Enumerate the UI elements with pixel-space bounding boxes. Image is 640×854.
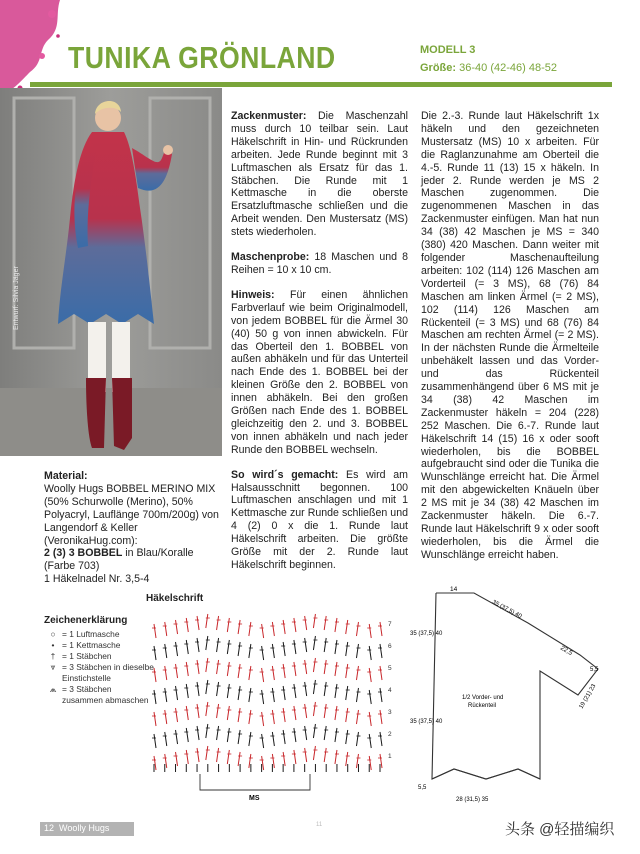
chart-stitch [335,640,337,654]
chart-stitch [356,666,358,680]
chart-stitch [176,664,178,678]
chart-stitch [249,622,251,636]
chart-stitch [249,644,251,658]
zackenmuster-label: Zackenmuster: [231,110,307,122]
chart-stitch [154,668,156,682]
legend-symbol: † [50,651,56,661]
dim-shoulder: 35 (37,5) 40 [491,599,523,620]
chart-stitch [186,618,188,632]
chart-stitch [272,622,274,636]
dim-armhole: 35 (37,5) 40 [410,631,443,637]
chart-stitch [262,624,264,638]
schematic-outline [432,593,598,779]
chart-stitch [206,658,208,672]
chart-stitch [238,708,240,722]
chart-stitch [313,614,315,628]
chart-row-number: 7 [388,621,392,628]
material-block [44,470,222,586]
chart-stitch [369,624,371,638]
chart-stitch [272,644,274,658]
chart-stitch [262,734,264,748]
chart-stitch [346,708,348,722]
chart-stitch [380,666,382,680]
chart-stitch [176,642,178,656]
chart-stitch [197,748,199,762]
chart-stitch [227,728,229,742]
garment-schematic [410,583,632,813]
chart-stitch [154,690,156,704]
chart-stitch [324,748,326,762]
chart-stitch [380,710,382,724]
material-amount-line [44,547,222,573]
dim-body-length: 35 (37,5) 40 [410,719,443,725]
chart-stitch [165,732,167,746]
chart-stitch [346,620,348,634]
legend-symbol: ○ [50,629,56,639]
chart-stitch [176,708,178,722]
chart-stitch [380,644,382,658]
chart-stitch [380,688,382,702]
chart-stitch [356,732,358,746]
chart-title: Häkelschrift [146,593,204,604]
chart-stitch [154,624,156,638]
chart-stitch [249,710,251,724]
chart-stitch [324,682,326,696]
maschenprobe-label: Maschenprobe: [231,251,310,264]
chart-stitch [283,752,285,766]
chart-stitch [197,682,199,696]
chart-stitch [227,618,229,632]
chart-stitch [283,730,285,744]
chart-stitch [283,708,285,722]
maschenprobe-paragraph [231,251,408,277]
schematic-zigzag-hem [432,769,540,779]
legend-symbol: • [51,640,55,650]
chart-stitch [324,616,326,630]
chart-stitch [217,682,219,696]
instructions-column-2 [421,110,599,574]
chart-stitch [324,660,326,674]
chart-stitch [176,752,178,766]
chart-stitch [186,706,188,720]
chart-stitch [262,712,264,726]
dim-hem: 5,5 [418,785,427,791]
symbol-legend [44,629,154,706]
chart-stitch [176,686,178,700]
chart-stitch [227,706,229,720]
chart-stitch [154,646,156,660]
chart-stitch [227,684,229,698]
legend-text: = 1 Luftmasche [62,629,120,639]
footer-brand: Woolly Hugs [59,823,110,833]
chart-stitch [176,730,178,744]
chart-row-number: 1 [388,753,392,760]
chart-stitch [346,642,348,656]
watermark: 头条 @轻描编织 [505,821,615,838]
chart-stitch [206,614,208,628]
chart-stitch [197,704,199,718]
dim-sleeve-cuff: 5,5 [590,667,599,673]
dim-sleeve-top: 22,5 [559,644,574,658]
chart-stitch [272,688,274,702]
dim-neck: 14 [450,586,458,593]
ms-label: MS [249,795,260,802]
model-number: MODELL 3 [420,44,476,56]
chart-stitch [249,732,251,746]
chart-stitch [313,724,315,738]
chart-stitch [346,664,348,678]
zackenmuster-text: Die Maschenzahl muss durch 10 teilbar sein. Laut Häkelschrift in Hin- und Rückrunden arbeiten. Jede Runde beginnt mit 3 Luftmaschen als Ersatz für das 1. Stäbchen. Die Runde mit 1 Kettmasche in die oberste Ersatzluftmasche schließen und die Arbeit wenden. Den Mustersatz (MS) stets wiederholen. [231,110,408,239]
chart-stitch [197,660,199,674]
chart-stitch [356,644,358,658]
chart-stitch [380,622,382,636]
legend-symbol: ⩔ [50,662,56,672]
zackenmuster-paragraph [231,110,408,239]
chart-stitch [238,686,240,700]
chart-stitch [206,636,208,650]
chart-stitch [283,686,285,700]
chart-stitch [238,730,240,744]
chart-stitch [217,660,219,674]
chart-stitch [238,642,240,656]
chart-stitch [272,710,274,724]
chart-stitch [165,644,167,658]
chart-stitch [335,728,337,742]
chart-stitch [206,724,208,738]
chart-stitch [186,684,188,698]
chart-stitch [305,748,307,762]
chart-stitch [262,690,264,704]
chart-stitch [249,688,251,702]
chart-stitch [227,662,229,676]
chart-stitch [294,640,296,654]
chart-stitch [186,750,188,764]
chart-stitch [238,664,240,678]
page-number: 12 [44,823,55,833]
chart-stitch [305,638,307,652]
chart-stitch [313,680,315,694]
legend-text: = 1 Stäbchen [62,651,112,661]
chart-stitch [197,726,199,740]
chart-stitch [305,704,307,718]
chart-row-number: 5 [388,665,392,672]
chart-stitch [186,640,188,654]
chart-stitch [346,686,348,700]
chart-stitch [206,702,208,716]
chart-stitch [305,616,307,630]
legend-item [44,640,154,651]
chart-stitch [217,638,219,652]
chart-stitch [154,734,156,748]
chart-stitch [262,668,264,682]
chart-stitch [356,688,358,702]
hinweis-paragraph [231,289,408,457]
chart-stitch [356,622,358,636]
legend-text: = 1 Kettmasche [62,640,121,650]
chart-stitch [369,734,371,748]
material-amount-rest: in Blau/Koralle (Farbe 703) [44,547,194,573]
chart-stitch [283,642,285,656]
legend-item [44,629,154,640]
instructions-column-1 [231,110,408,584]
chart-stitch [335,706,337,720]
chart-row-number: 6 [388,643,392,650]
chart-stitch [272,666,274,680]
chart-stitch [324,704,326,718]
chart-stitch [227,750,229,764]
crochet-chart [148,600,406,812]
dim-width: 28 (31,5) 35 [456,797,489,803]
model-illustration [0,88,222,456]
chart-stitch [369,668,371,682]
ms-bracket [200,774,310,790]
chart-stitch [217,616,219,630]
legend-item [44,651,154,662]
chart-row-number: 4 [388,687,392,694]
chart-stitch [227,640,229,654]
chart-stitch [369,690,371,704]
chart-stitch [283,620,285,634]
model-photo [0,88,222,456]
sowirds-text: Es wird am Halsausschnitt begonnen. 100 Luftmaschen anschlagen und mit 1 Kettmasche zur Runde schließen und 4 (2) 0 x die 1. Runde laut Häkelschrift arbeiten. Die größte Größe mit der 2. Runde laut Häkelschrift beginnen. [231,468,408,571]
chart-stitch [283,664,285,678]
material-yarn: Woolly Hugs BOBBEL MERINO MIX (50% Schurwolle (Merino), 50% Polyacryl, Lauflänge 700m/200g) von Langendorf & Keller (VeronikaHug.com): [44,482,219,547]
dim-sleeve-length: 19 (21) 23 [578,683,598,710]
size-value: 36-40 (42-46) 48-52 [459,62,557,74]
chart-stitch [294,728,296,742]
legend-text: = 3 Stäbchen zusammen abmaschen [62,684,149,705]
material-hook: 1 Häkelnadel Nr. 3,5-4 [44,573,150,586]
photo-credit: Entwurf: Silvia Jäger [13,266,20,330]
chart-row-number: 3 [388,709,392,716]
chart-stitch [217,748,219,762]
maschenprobe-text: 18 Maschen und 8 Reihen = 10 x 10 cm. [231,251,408,276]
chart-stitch [305,682,307,696]
hinweis-text: Für einen ähnlichen Farbverlauf wie beim Originalmodell, von jedem BOBBEL für die Ärmel 30 (40) 50 g von innen abwickeln. Für das Oberteil den 1. BOBBEL von außen abhäkeln und für das Unterteil nach Ende des 1. BOBBEL bei der kleinen Größe den 2. BOBBEL von innen abhäkeln. Bei den großen Größen nach Ende des 1. BOBBEL gleichzeitig den 2. und 3. BOBBEL von innen abhäkeln und nach jeder Runde den BOBBEL wechseln. [231,288,408,456]
chart-stitch [197,616,199,630]
chart-stitch [313,636,315,650]
chart-stitch [380,732,382,746]
legend-item [44,684,154,706]
chart-stitch [165,666,167,680]
chart-stitch [346,730,348,744]
chart-stitch [176,620,178,634]
chart-stitch [186,728,188,742]
chart-stitch [249,666,251,680]
continuation-paragraph: Die 2.-3. Runde laut Häkelschrift 1x häkeln und den gezeichneten Mustersatz (MS) 10 x arbeiten. Für die Raglanzunahme am Oberteil die 4.-5. Runde 11 (13) 15 x häkeln. In jeder 2. Runde werden je MS 2 Maschen zugenommen. Die zugenommenen Maschen in das Zackenmuster einfügen. Man hat nun 34 (38) 42 Maschen je MS = 340 (380) 420 Maschen. Dann weiter mit folgender Maschenaufteilung arbeiten: 102 (114) 126 Maschen am Vorderteil (= 3 MS), 68 (76) 84 Maschen am linken Ärmel (= 2 MS), 102 (114) 126 Maschen am Rückenteil (= 3 MS) und 68 (76) 84 Maschen am rechten Ärmel (= 2 MS). In der nächsten Runde die Ärmelteile unbehäkelt lassen und das Vorder- und das Rückenteil zusammenhängend über 6 MS mit je 34 (38) 42 Maschen im Zackenmuster häkeln = 204 (228) 252 Maschen. Die 6.-7. Runde laut Häkelschrift 14 (15) 16 x oder sooft wiederholen, bis die BOBBEL aufgebraucht sind oder die Tunika die Wunschlänge erreicht hat. Die Ärmel mit den abgewickelten Knäueln über 2 MS mit je 34 (38) 42 Maschen im Zackenmuster häkeln. Die 6.-7. Runde laut Häkelschrift 9 x oder sooft wiederholen, bis die Ärmel die Wunschlänge erreicht haben. [421,110,599,561]
chart-stitch [217,704,219,718]
legend-text: = 3 Stäbchen in dieselbe Einstichstelle [62,662,154,683]
chart-stitch [262,646,264,660]
chart-stitch [335,750,337,764]
sowirds-label: So wird´s gemacht: [231,468,339,481]
piece-label-2: Rückenteil [468,703,497,709]
chart-stitch [294,750,296,764]
chart-stitch [313,746,315,760]
chart-stitch [165,622,167,636]
chart-stitch [346,752,348,766]
chart-stitch [335,618,337,632]
chart-stitch [294,618,296,632]
chart-stitch [272,732,274,746]
page-title: TUNIKA GRÖNLAND [68,40,336,75]
chart-stitch [294,706,296,720]
chart-stitch [305,660,307,674]
chart-stitch [294,684,296,698]
chart-stitch [369,712,371,726]
chart-stitch [313,702,315,716]
chart-stitch [313,658,315,672]
chart-stitch [324,726,326,740]
hinweis-label: Hinweis: [231,288,275,301]
title-rule [30,82,612,87]
chart-stitch [206,746,208,760]
chart-stitch [165,710,167,724]
piece-label-1: 1/2 Vorder- und [462,695,504,701]
chart-stitch [186,662,188,676]
chart-stitch [335,684,337,698]
chart-stitch [335,662,337,676]
sowirds-paragraph [231,469,408,572]
chart-stitch [154,712,156,726]
chart-stitch [238,752,240,766]
legend-item [44,662,154,684]
material-amount: 2 (3) 3 BOBBEL [44,547,123,560]
material-label: Material: [44,470,88,482]
footer-text [44,823,109,833]
size-info [420,62,557,74]
chart-stitch [305,726,307,740]
size-label: Größe: [420,62,457,74]
chart-stitch [356,710,358,724]
chart-row-number: 2 [388,731,392,738]
page-center-mark: 11 [316,822,323,828]
legend-symbol: ⩕ [49,684,57,694]
chart-stitch [294,662,296,676]
legend-title: Zeichenerklärung [44,615,128,626]
chart-stitch [197,638,199,652]
chart-stitch [238,620,240,634]
chart-stitch [206,680,208,694]
chart-stitch [369,646,371,660]
chart-stitch [217,726,219,740]
chart-stitch [324,638,326,652]
chart-stitch [165,688,167,702]
